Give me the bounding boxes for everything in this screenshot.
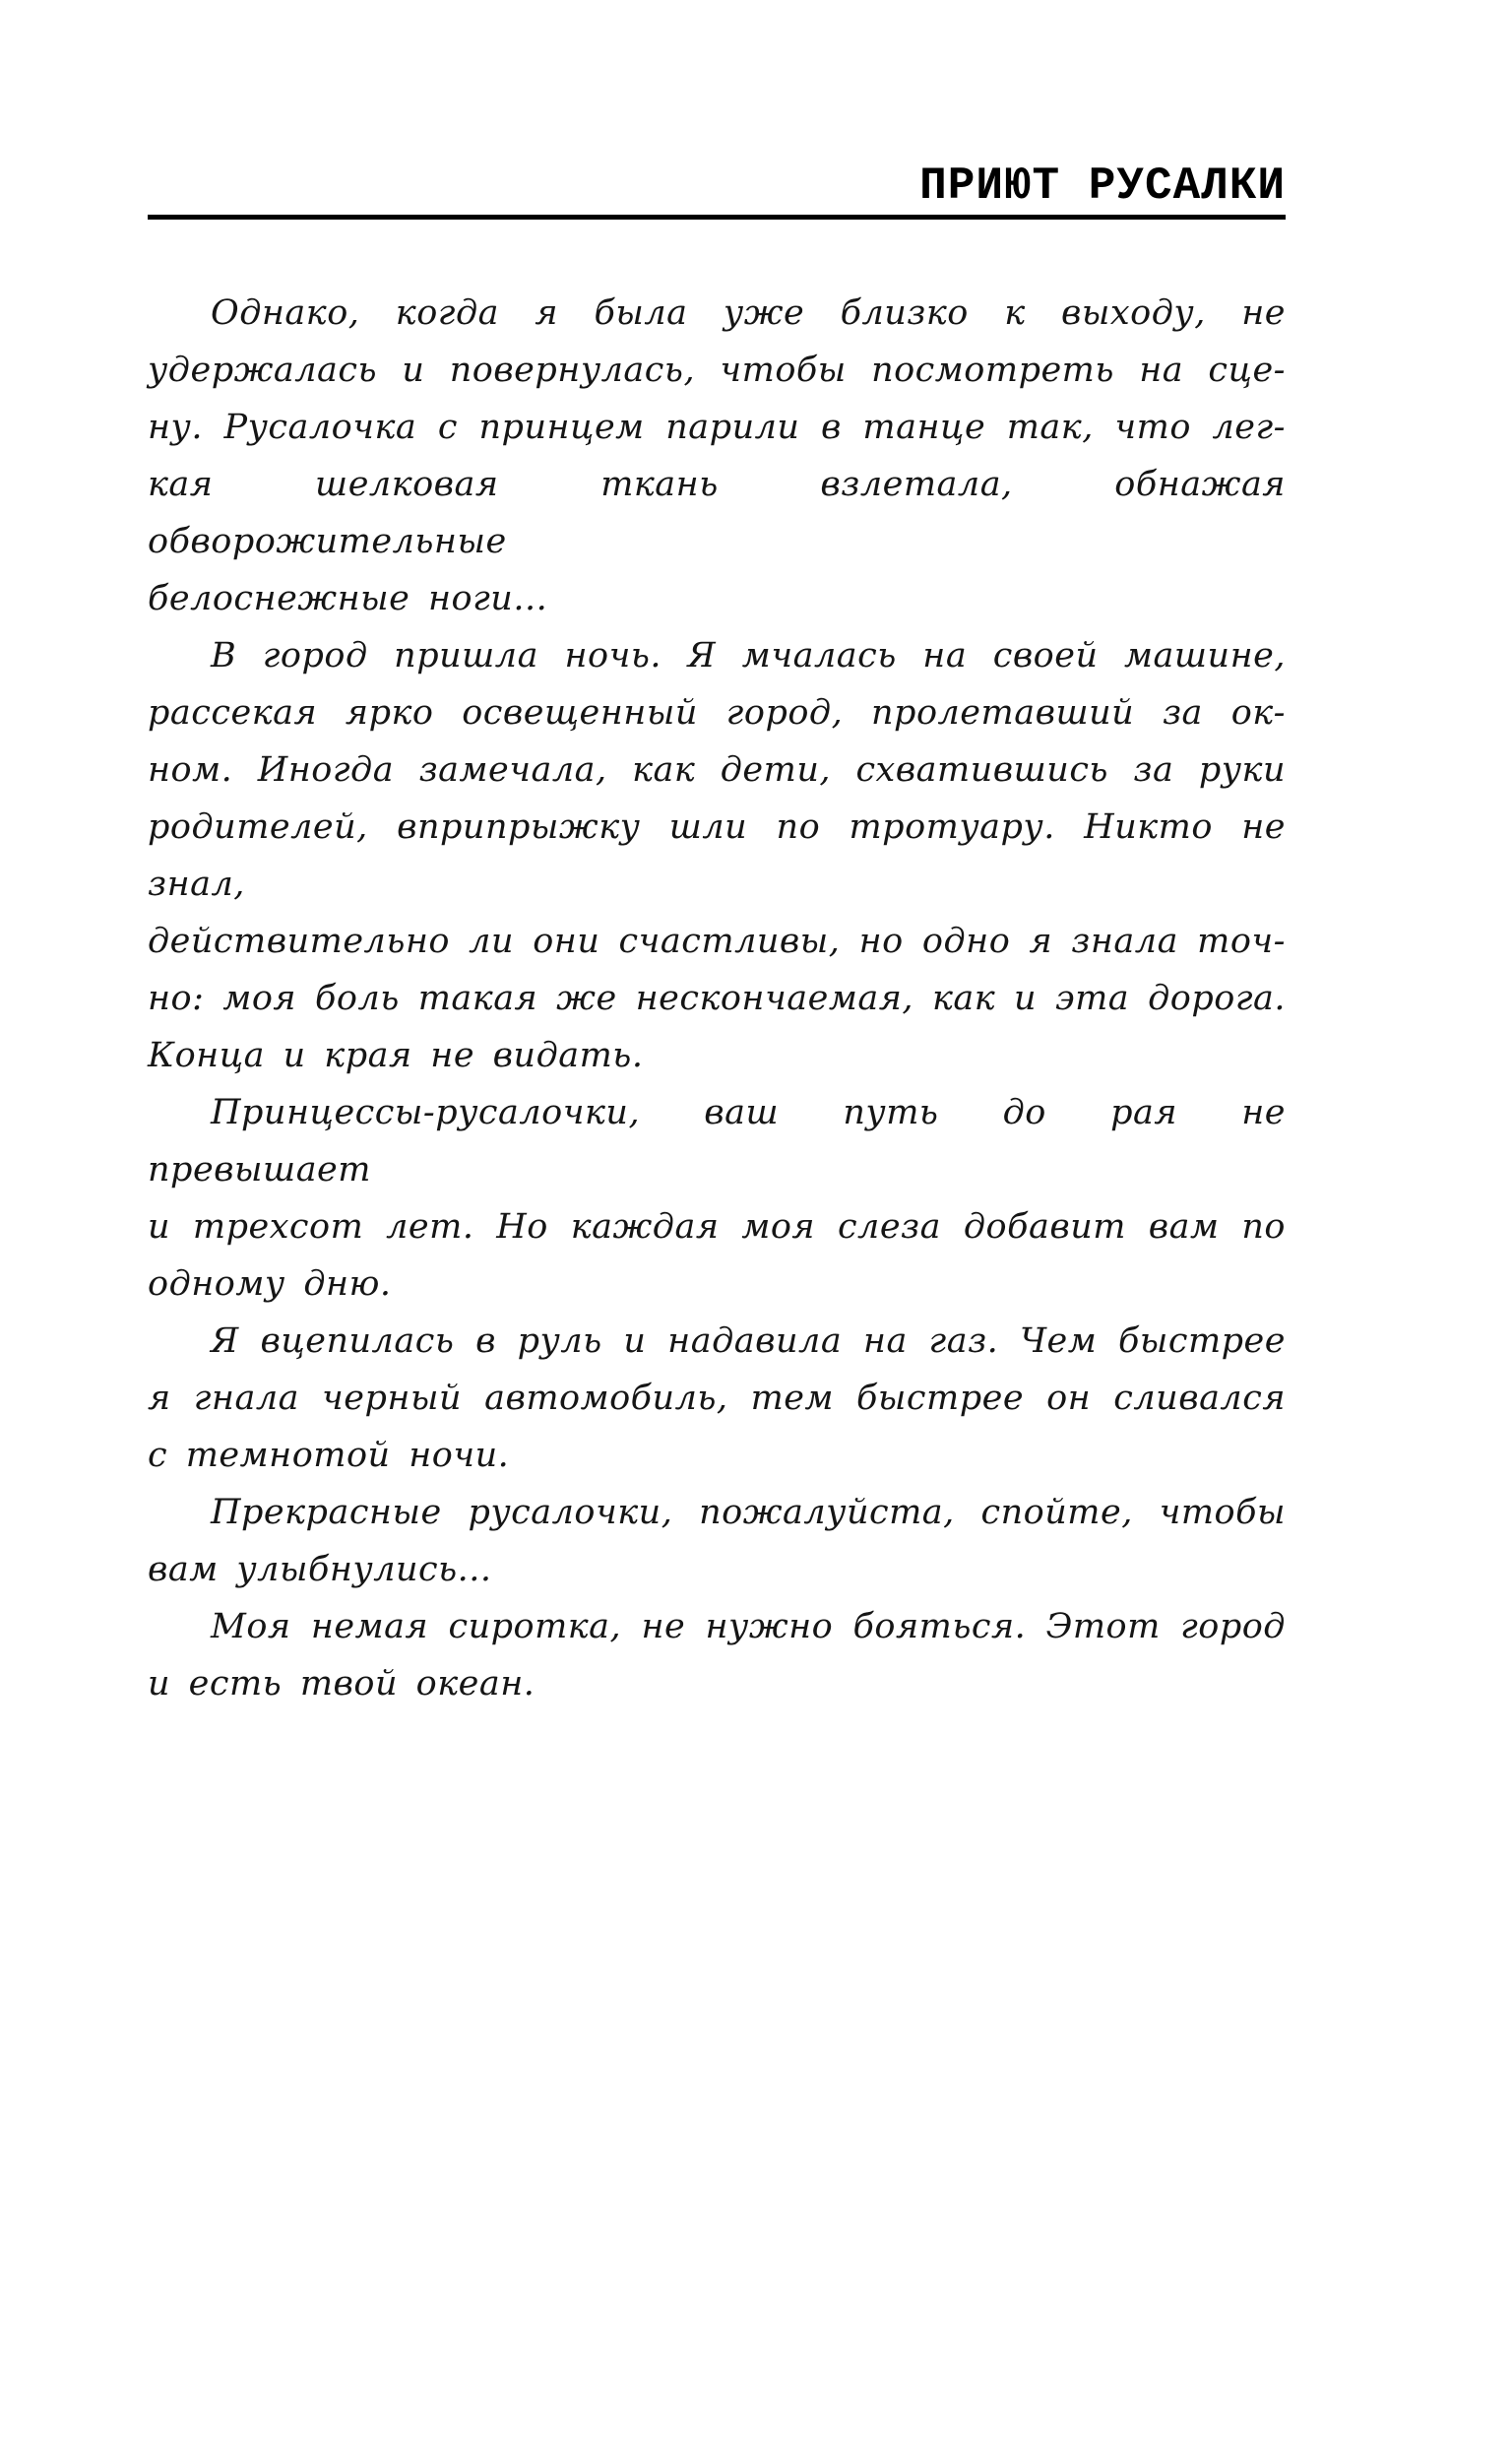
- text-line: Однако, когда я была уже близко к выходу, не: [211, 293, 1286, 333]
- text-line: Я вцепилась в руль и надавила на газ. Чем быстрее: [211, 1321, 1286, 1361]
- text-line: но: моя боль такая же нескончаемая, как и эта дорога.: [148, 979, 1286, 1018]
- page-text-block: [148, 285, 1286, 1712]
- text-line: белоснежные ноги...: [148, 579, 548, 618]
- text-line: одному дню.: [148, 1264, 392, 1304]
- text-line: я гнала черный автомобиль, тем быстрее он сливался: [148, 1379, 1286, 1418]
- text-line: и трехсот лет. Но каждая моя слеза добавит вам по: [148, 1207, 1286, 1247]
- text-line: Принцессы-русалочки, ваш путь до рая не превышает: [148, 1093, 1286, 1189]
- text-line: Прекрасные русалочки, пожалуйста, спойте, чтобы: [211, 1493, 1286, 1532]
- text-line: В город пришла ночь. Я мчалась на своей машине,: [211, 636, 1286, 675]
- text-line: родителей, вприпрыжку шли по тротуару. Никто не знал,: [148, 807, 1286, 904]
- text-line: Конца и края не видать.: [148, 1036, 644, 1075]
- text-line: ном. Иногда замечала, как дети, схватившись за руки: [148, 750, 1286, 790]
- text-line: удержалась и повернулась, чтобы посмотреть на сце-: [148, 351, 1286, 390]
- text-line: ну. Русалочка с принцем парили в танце так, что лег-: [148, 408, 1286, 447]
- text-line: действительно ли они счастливы, но одно я знала точ-: [148, 922, 1286, 961]
- text-line: вам улыбнулись...: [148, 1550, 492, 1589]
- text-line: рассекая ярко освещенный город, пролетавший за ок-: [148, 693, 1286, 733]
- running-head-title: ПРИЮТ РУСАЛКИ: [919, 161, 1286, 212]
- text-line: и есть твой океан.: [148, 1664, 536, 1704]
- text-line: кая шелковая ткань взлетала, обнажая обворожительные: [148, 465, 1286, 561]
- header-divider-rule: [148, 215, 1286, 220]
- text-line: Моя немая сиротка, не нужно бояться. Этот город: [211, 1607, 1286, 1646]
- text-line: с темнотой ночи.: [148, 1436, 510, 1475]
